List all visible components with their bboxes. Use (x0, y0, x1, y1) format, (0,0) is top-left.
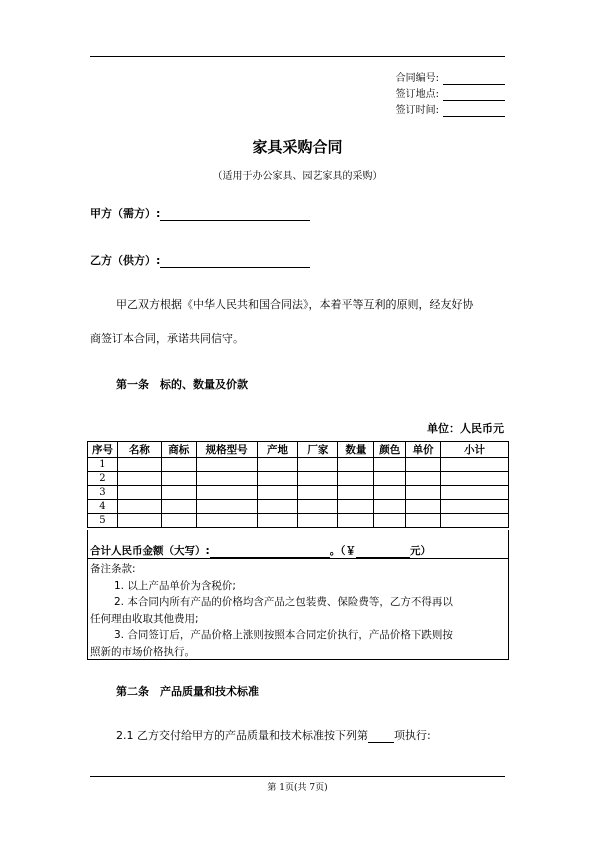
col-header: 序号 (88, 442, 118, 458)
total-words-field[interactable] (210, 547, 330, 558)
table-cell[interactable] (406, 458, 441, 472)
col-header: 规格型号 (196, 442, 257, 458)
footer-rule (90, 776, 505, 777)
table-cell[interactable] (161, 486, 196, 500)
party-a-label: 甲方（需方）: (90, 207, 161, 220)
row-number: 5 (88, 514, 118, 528)
signing-place-label: 签订地点: (395, 89, 439, 100)
signing-time-label: 签订时间: (395, 105, 439, 116)
party-b-label: 乙方（供方）: (90, 254, 161, 267)
table-cell[interactable] (257, 500, 298, 514)
table-cell[interactable] (298, 458, 338, 472)
col-header: 厂家 (298, 442, 338, 458)
table-cell[interactable] (441, 514, 509, 528)
total-amount-row (88, 530, 508, 559)
table-row (88, 458, 509, 472)
table-cell[interactable] (298, 514, 338, 528)
row-number: 1 (88, 458, 118, 472)
table-header-row (88, 442, 509, 458)
party-a-row (90, 205, 310, 221)
signing-time-field[interactable] (443, 107, 505, 117)
document-title: 家具采购合同 (252, 138, 343, 156)
table-row (88, 500, 509, 514)
currency-unit: 单位：人民币元 (427, 422, 504, 435)
col-header: 单价 (406, 442, 441, 458)
row-number: 4 (88, 500, 118, 514)
table-cell[interactable] (161, 472, 196, 486)
table-cell[interactable] (374, 500, 406, 514)
party-a-field[interactable] (160, 210, 310, 221)
items-table (87, 441, 509, 528)
total-amount-label: 合计人民币金额（大写）: (90, 545, 210, 557)
table-cell[interactable] (338, 514, 374, 528)
col-header: 产地 (257, 442, 298, 458)
table-cell[interactable] (196, 486, 257, 500)
table-cell[interactable] (338, 472, 374, 486)
table-cell[interactable] (406, 514, 441, 528)
col-header: 名称 (117, 442, 161, 458)
article-1-heading: 第一条 标的、数量及价款 (116, 378, 248, 391)
note-item-3-cont: 照新的市场价格执行。 (90, 645, 195, 658)
table-cell[interactable] (117, 514, 161, 528)
table-cell[interactable] (196, 458, 257, 472)
table-cell[interactable] (338, 486, 374, 500)
clause-2-1-field[interactable] (368, 732, 394, 743)
table-cell[interactable] (441, 458, 509, 472)
table-cell[interactable] (441, 472, 509, 486)
table-cell[interactable] (441, 486, 509, 500)
contract-number-field[interactable] (443, 75, 505, 85)
table-cell[interactable] (298, 486, 338, 500)
signing-place-row (396, 89, 505, 101)
table-cell[interactable] (374, 486, 406, 500)
table-row (88, 514, 509, 528)
table-cell[interactable] (196, 472, 257, 486)
contract-number-row (396, 73, 505, 85)
signing-place-field[interactable] (443, 91, 505, 101)
col-header: 小计 (441, 442, 509, 458)
document-subtitle: （适用于办公家具、园艺家具的采购） (212, 171, 383, 182)
note-item-1: 1. 以上产品单价为含税价; (114, 579, 236, 592)
table-cell[interactable] (257, 458, 298, 472)
table-cell[interactable] (196, 514, 257, 528)
note-item-2: 2. 本合同内所有产品的价格均含产品之包装费、保险费等，乙方不得再以 (114, 596, 453, 608)
table-cell[interactable] (257, 472, 298, 486)
table-cell[interactable] (117, 458, 161, 472)
table-cell[interactable] (338, 500, 374, 514)
table-cell[interactable] (161, 458, 196, 472)
total-amount-end: 元） (409, 545, 431, 557)
table-cell[interactable] (117, 486, 161, 500)
table-cell[interactable] (117, 472, 161, 486)
col-header: 颜色 (374, 442, 406, 458)
row-number: 3 (88, 486, 118, 500)
clause-2-1 (116, 727, 431, 743)
table-cell[interactable] (374, 514, 406, 528)
total-amount-mid: 。（￥ (329, 545, 356, 557)
party-b-row (90, 252, 310, 268)
table-cell[interactable] (298, 500, 338, 514)
clause-2-1-text: 2.1 乙方交付给甲方的产品质量和技术标准按下列第 (116, 729, 368, 742)
intro-line-1: 甲乙双方根据《中华人民共和国合同法》，本着平等互利的原则，经友好协 (116, 298, 474, 311)
table-cell[interactable] (406, 486, 441, 500)
note-item-2-cont: 任何理由收取其他费用; (90, 612, 199, 625)
intro-line-2: 商签订本合同，承诺共同信守。 (90, 332, 244, 345)
table-cell[interactable] (161, 500, 196, 514)
col-header: 商标 (161, 442, 196, 458)
notes-title: 备注条款: (90, 563, 136, 575)
note-item-3: 3. 合同签订后，产品价格上涨则按照本合同定价执行，产品价格下跌则按 (114, 629, 453, 641)
notes-section (88, 559, 508, 660)
table-cell[interactable] (257, 514, 298, 528)
clause-2-1-text-end: 项执行: (394, 729, 431, 742)
table-cell[interactable] (161, 514, 196, 528)
contract-number-label: 合同编号: (395, 73, 439, 84)
table-cell[interactable] (117, 500, 161, 514)
page-footer: 第 1页(共 7页) (267, 783, 328, 793)
table-cell[interactable] (374, 472, 406, 486)
table-cell[interactable] (257, 486, 298, 500)
table-cell[interactable] (338, 458, 374, 472)
table-cell[interactable] (196, 500, 257, 514)
header-rule (90, 56, 505, 57)
table-row (88, 486, 509, 500)
article-2-heading: 第二条 产品质量和技术标准 (116, 685, 259, 698)
total-figures-field[interactable] (356, 547, 410, 558)
signing-time-row (396, 105, 505, 117)
party-b-field[interactable] (160, 257, 310, 268)
table-cell[interactable] (298, 472, 338, 486)
col-header: 数量 (338, 442, 374, 458)
table-row (88, 472, 509, 486)
row-number: 2 (88, 472, 118, 486)
table-cell[interactable] (441, 500, 509, 514)
total-and-notes-box (87, 530, 509, 660)
table-cell[interactable] (406, 472, 441, 486)
table-cell[interactable] (374, 458, 406, 472)
table-cell[interactable] (406, 500, 441, 514)
